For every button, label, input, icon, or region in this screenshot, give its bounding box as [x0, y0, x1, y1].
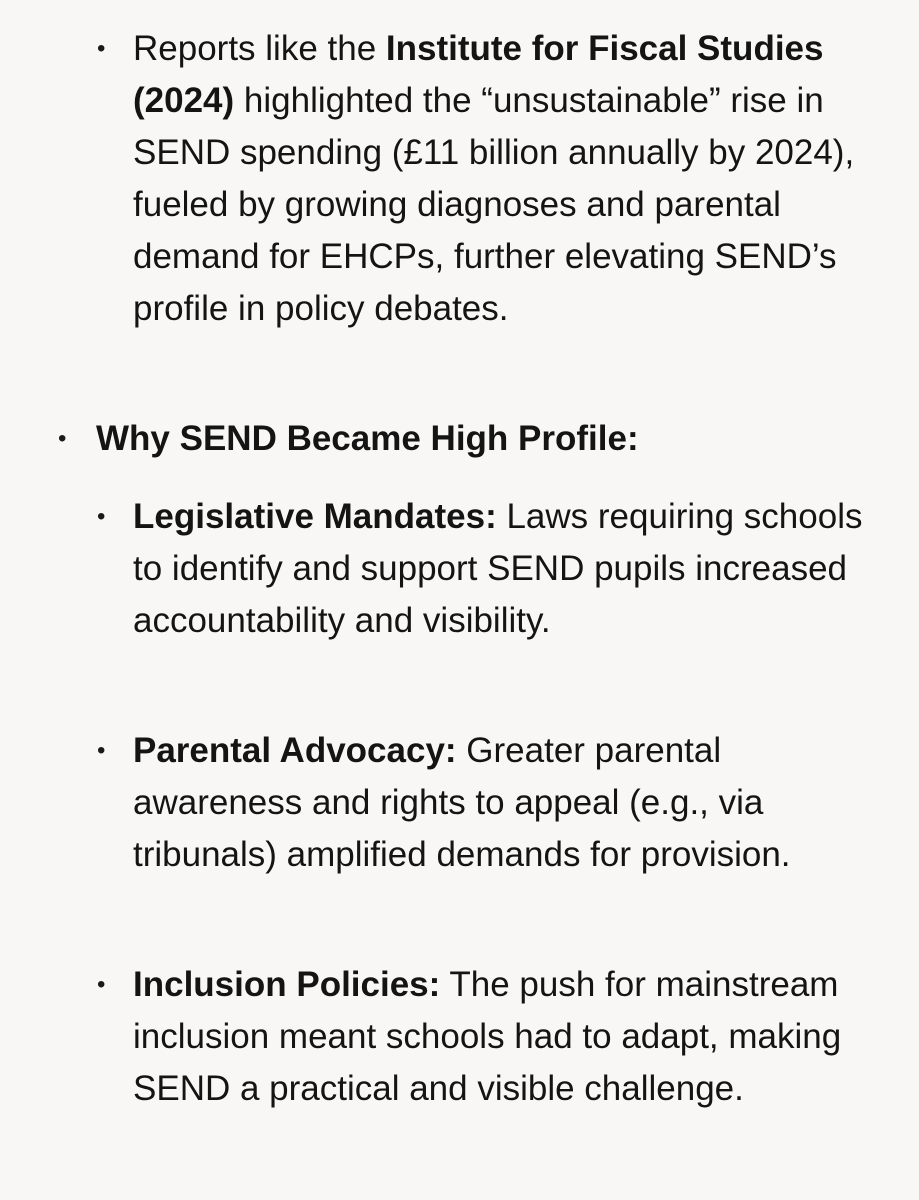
bullet: • [97, 971, 106, 998]
list-item-inclusion-policies [97, 959, 873, 1115]
bullet: • [97, 503, 106, 530]
item-bold-label: Parental Advocacy: [133, 731, 457, 770]
list-item-parental-advocacy [97, 725, 873, 881]
list-item-legislative-mandates [97, 491, 873, 647]
item-text: Greater parental awareness and rights to appeal (e.g., via tribunals) amplified demands for provision. [133, 731, 791, 874]
bullet: • [58, 425, 67, 452]
bullet: • [97, 35, 106, 62]
list-item-why-send-high-profile [58, 413, 876, 465]
section-heading: Why SEND Became High Profile: [96, 419, 639, 458]
item-text: highlighted the “unsustainable” rise in SEND spending (£11 billion annually by 2024), fueled by growing diagnoses and parental demand for EHCPs, further elevating SEND’s profile in policy debates. [133, 81, 855, 328]
bullet: • [97, 737, 106, 764]
list-item-ifs-report [97, 23, 873, 335]
item-bold-label: Institute for Fiscal Studies (2024) [133, 29, 824, 120]
item-text: Laws requiring schools to identify and support SEND pupils increased accountability and visibility. [133, 497, 863, 640]
item-text: The push for mainstream inclusion meant schools had to adapt, making SEND a practical and visible challenge. [133, 965, 842, 1108]
item-bold-label: Inclusion Policies: [133, 965, 441, 1004]
item-text-before: Reports like the [133, 29, 386, 68]
item-bold-label: Legislative Mandates: [133, 497, 497, 536]
